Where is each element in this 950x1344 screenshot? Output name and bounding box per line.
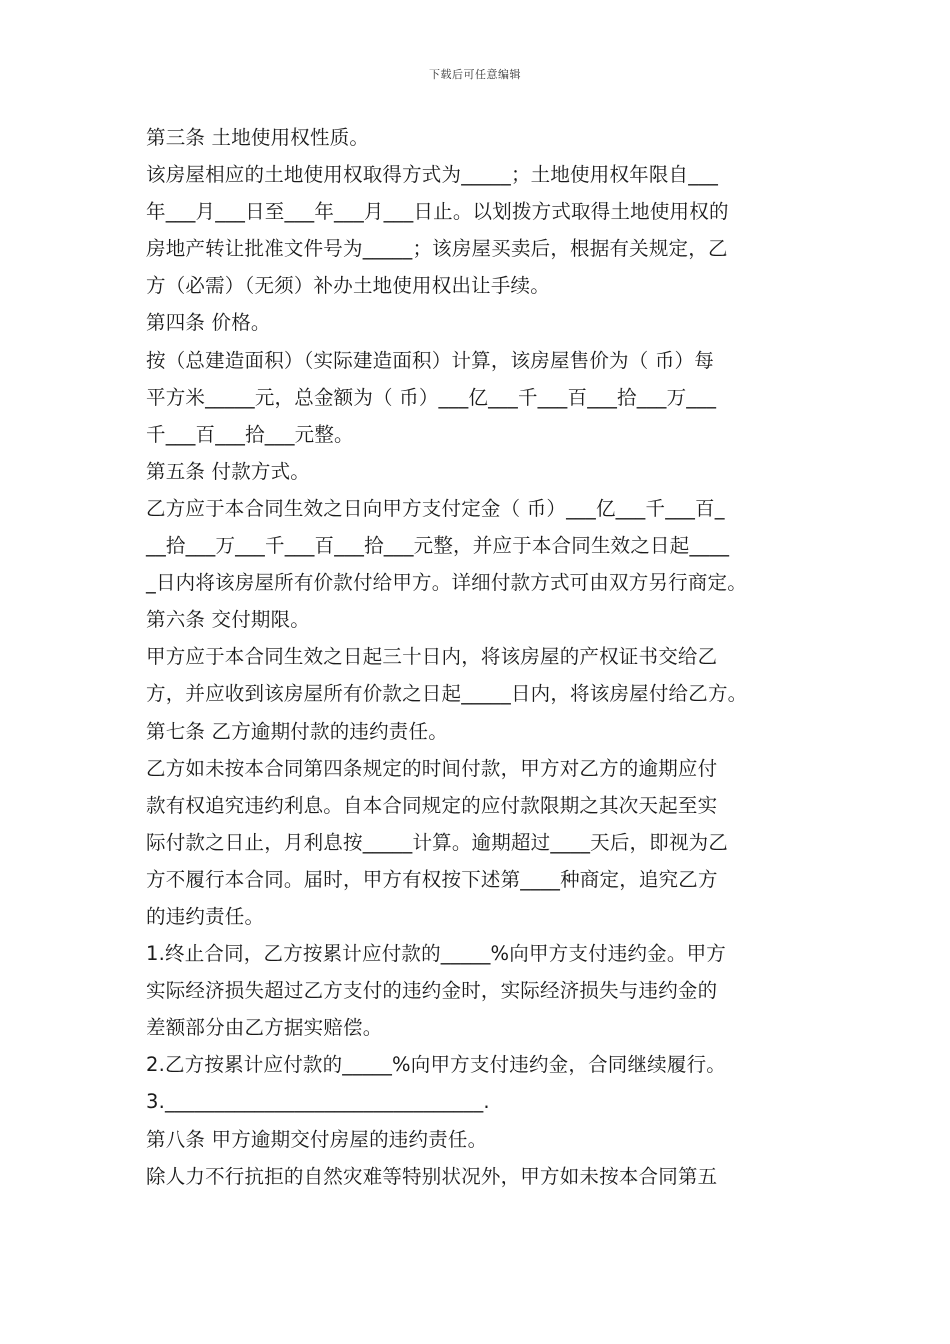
- list-item-2: 2.乙方按累计应付款的_____%向甲方支付违约金，合同继续履行。: [146, 1053, 726, 1077]
- text-line: 款有权追究违约利息。自本合同规定的应付款限期之其次天起至实: [146, 793, 718, 817]
- text-line: 的违约责任。: [146, 904, 265, 928]
- text-line: 乙方如未按本合同第四条规定的时间付款，甲方对乙方的逾期应付: [146, 756, 718, 780]
- section-heading-8: 第八条 甲方逾期交付房屋的违约责任。: [146, 1127, 488, 1151]
- text-line: 平方米_____元，总金额为（ 币）___亿___千___百___拾___万___: [146, 385, 717, 409]
- section-heading-4: 第四条 价格。: [146, 311, 271, 335]
- section-heading-5: 第五条 付款方式。: [146, 459, 310, 483]
- text-line: _日内将该房屋所有价款付给甲方。详细付款方式可由双方另行商定。: [146, 571, 747, 595]
- page-header: 下载后可任意编辑: [429, 68, 521, 81]
- text-line: 按（总建造面积）（实际建造面积）计算，该房屋售价为（ 币）每: [146, 348, 714, 372]
- text-line: 千___百___拾___元整。: [146, 422, 354, 446]
- list-item-3: 3.________________________________.: [146, 1090, 490, 1114]
- text-line: 际付款之日止，月利息按_____计算。逾期超过____天后，即视为乙: [146, 830, 729, 854]
- document-body: [146, 119, 814, 1195]
- text-line: __拾___万___千___百___拾___元整，并应于本合同生效之日起____: [146, 534, 730, 558]
- text-line: 方，并应收到该房屋所有价款之日起_____日内，将该房屋付给乙方。: [146, 682, 748, 706]
- section-heading-6: 第六条 交付期限。: [146, 608, 310, 632]
- text-line: 差额部分由乙方据实赔偿。: [146, 1016, 383, 1040]
- text-line: 乙方应于本合同生效之日向甲方支付定金（ 币）___亿___千___百_: [146, 496, 725, 520]
- text-line: 除人力不行抗拒的自然灾难等特别状况外，甲方如未按本合同第五: [146, 1164, 718, 1188]
- text-line: 实际经济损失超过乙方支付的违约金时，实际经济损失与违约金的: [146, 979, 718, 1003]
- text-line: 该房屋相应的土地使用权取得方式为_____；土地使用权年限自___: [146, 163, 719, 187]
- text-line: 甲方应于本合同生效之日起三十日内，将该房屋的产权证书交给乙: [146, 645, 718, 669]
- list-item-1: 1.终止合同，乙方按累计应付款的_____%向甲方支付违约金。甲方: [146, 942, 726, 966]
- text-line: 方不履行本合同。届时，甲方有权按下述第____种商定，追究乙方: [146, 867, 718, 891]
- section-heading-3: 第三条 土地使用权性质。: [146, 126, 370, 149]
- text-line: 年___月___日至___年___月___日止。以划拨方式取得土地使用权的: [146, 200, 729, 224]
- section-heading-7: 第七条 乙方逾期付款的违约责任。: [146, 719, 448, 743]
- text-line: 房地产转让批准文件号为_____；该房屋买卖后，根据有关规定，乙: [146, 237, 728, 261]
- text-line: 方（必需）（无须）补办土地使用权出让手续。: [146, 274, 550, 298]
